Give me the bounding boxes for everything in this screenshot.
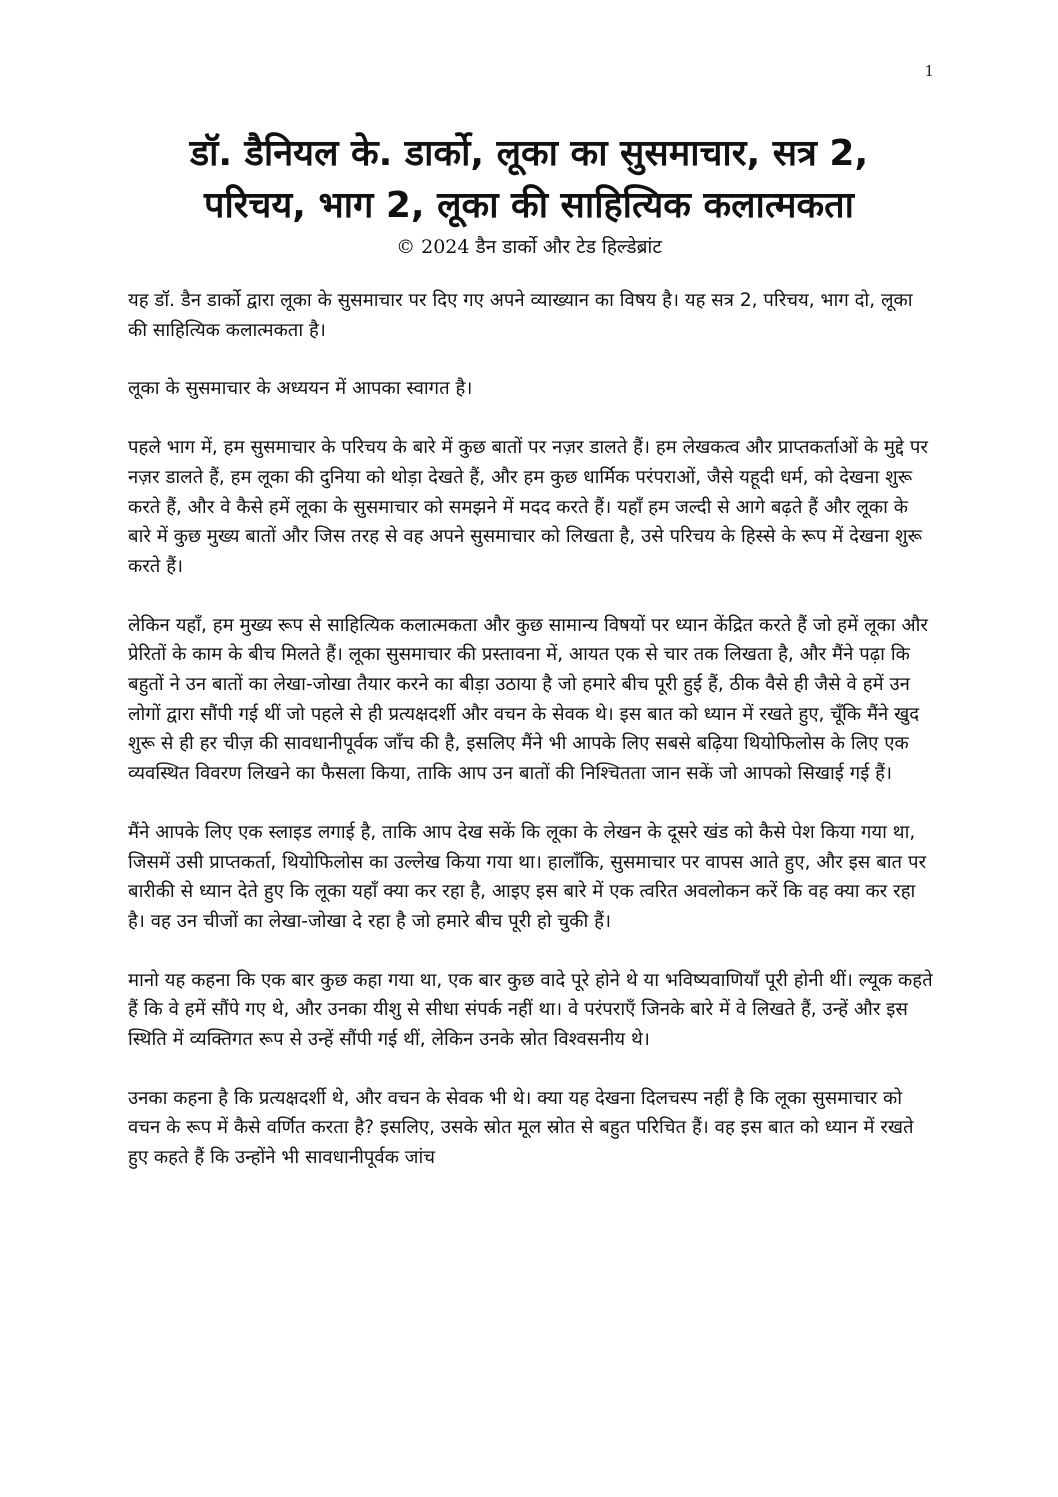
document-title-line-2: परिचय, भाग 2, लूका की साहित्यिक कलात्मकता <box>204 185 854 226</box>
document-title-line-1: डॉ. डैनियल के. डार्को, लूका का सुसमाचार, सत्र 2, <box>189 133 869 174</box>
paragraph-literary-artistry: लेकिन यहाँ, हम मुख्य रूप से साहित्यिक कलात्मकता और कुछ सामान्य विषयों पर ध्यान केंद्रित करते हैं जो हमें लूका और प्रेरितों के काम के बीच मिलते हैं। लूका सुसमाचार की प्रस्तावना में, आयत एक से चार तक लिखता है, और मैंने पढ़ा कि बहुतों ने उन बातों का लेखा-जोखा तैयार करने का बीड़ा उठाया है जो हमारे बीच पूरी हुई हैं, ठीक वैसे ही जैसे वे हमें उन लोगों द्वारा सौंपी गई थीं जो पहले से ही प्रत्यक्षदर्शी और वचन के सेवक थे। इस बात को ध्यान में रखते हुए, चूँकि मैंने खुद शुरू से ही हर चीज़ की सावधानीपूर्वक जाँच की है, इसलिए मैंने भी आपके लिए सबसे बढ़िया थियोफिलोस के लिए एक व्यवस्थित विवरण लिखने का फैसला किया, ताकि आप उन बातों की निश्चितता जान सकें जो आपको सिखाई गई हैं। <box>128 614 928 785</box>
document-header <box>80 128 978 262</box>
paragraph-slide: मैंने आपके लिए एक स्लाइड लगाई है, ताकि आप देख सकें कि लूका के लेखन के दूसरे खंड को कैसे पेश किया गया था, जिसमें उसी प्राप्तकर्ता, थियोफिलोस का उल्लेख किया गया था। हालाँकि, सुसमाचार पर वापस आते हुए, और इस बात पर बारीकी से ध्यान देते हुए कि लूका यहाँ क्या कर रहा है, आइए इस बारे में एक त्वरित अवलोकन करें कि वह क्या कर रहा है। वह उन चीजों का लेखा-जोखा दे रहा है जो हमारे बीच पूरी हो चुकी हैं। <box>128 821 927 932</box>
paragraph-part-one-recap: पहले भाग में, हम सुसमाचार के परिचय के बारे में कुछ बातों पर नज़र डालते हैं। हम लेखकत्व और प्राप्तकर्ताओं के मुद्दे पर नज़र डालते हैं, हम लूका की दुनिया को थोड़ा देखते हैं, और हम कुछ धार्मिक परंपराओं, जैसे यहूदी धर्म, को देखना शुरू करते हैं, और वे कैसे हमें लूका के सुसमाचार को समझने में मदद करते हैं। यहाँ हम जल्दी से आगे बढ़ते हैं और लूका के बारे में कुछ मुख्य बातों और जिस तरह से वह अपने सुसमाचार को लिखता है, उसे परिचय के हिस्से के रूप में देखना शुरू करते हैं। <box>128 437 928 577</box>
paragraph-intro: यह डॉ. डैन डार्को द्वारा लूका के सुसमाचार पर दिए गए अपने व्याख्यान का विषय है। यह सत्र 2, परिचय, भाग दो, लूका की साहित्यिक कलात्मकता है। <box>128 290 913 341</box>
paragraph-welcome: लूका के सुसमाचार के अध्ययन में आपका स्वागत है। <box>128 378 473 400</box>
document-body <box>128 286 934 1202</box>
copyright-notice: © 2024 डैन डार्को और टेड हिल्डेब्रांट <box>396 236 662 258</box>
page-number: 1 <box>924 62 934 80</box>
paragraph-promises: मानो यह कहना कि एक बार कुछ कहा गया था, एक बार कुछ वादे पूरे होने थे या भविष्यवाणियाँ पूरी होनी थीं। ल्यूक कहते हैं कि वे हमें सौंपे गए थे, और उनका यीशु से सीधा संपर्क नहीं था। वे परंपराएँ जिनके बारे में वे लिखते हैं, उन्हें और इस स्थिति में व्यक्तिगत रूप से उन्हें सौंपी गई थीं, लेकिन उनके स्रोत विश्वसनीय थे। <box>128 969 933 1051</box>
paragraph-eyewitnesses: उनका कहना है कि प्रत्यक्षदर्शी थे, और वचन के सेवक भी थे। क्या यह देखना दिलचस्प नहीं है कि लूका सुसमाचार को वचन के रूप में कैसे वर्णित करता है? इसलिए, उसके स्रोत मूल स्रोत से बहुत परिचित हैं। वह इस बात को ध्यान में रखते हुए कहते हैं कि उन्होंने भी सावधानीपूर्वक जांच <box>128 1087 914 1169</box>
